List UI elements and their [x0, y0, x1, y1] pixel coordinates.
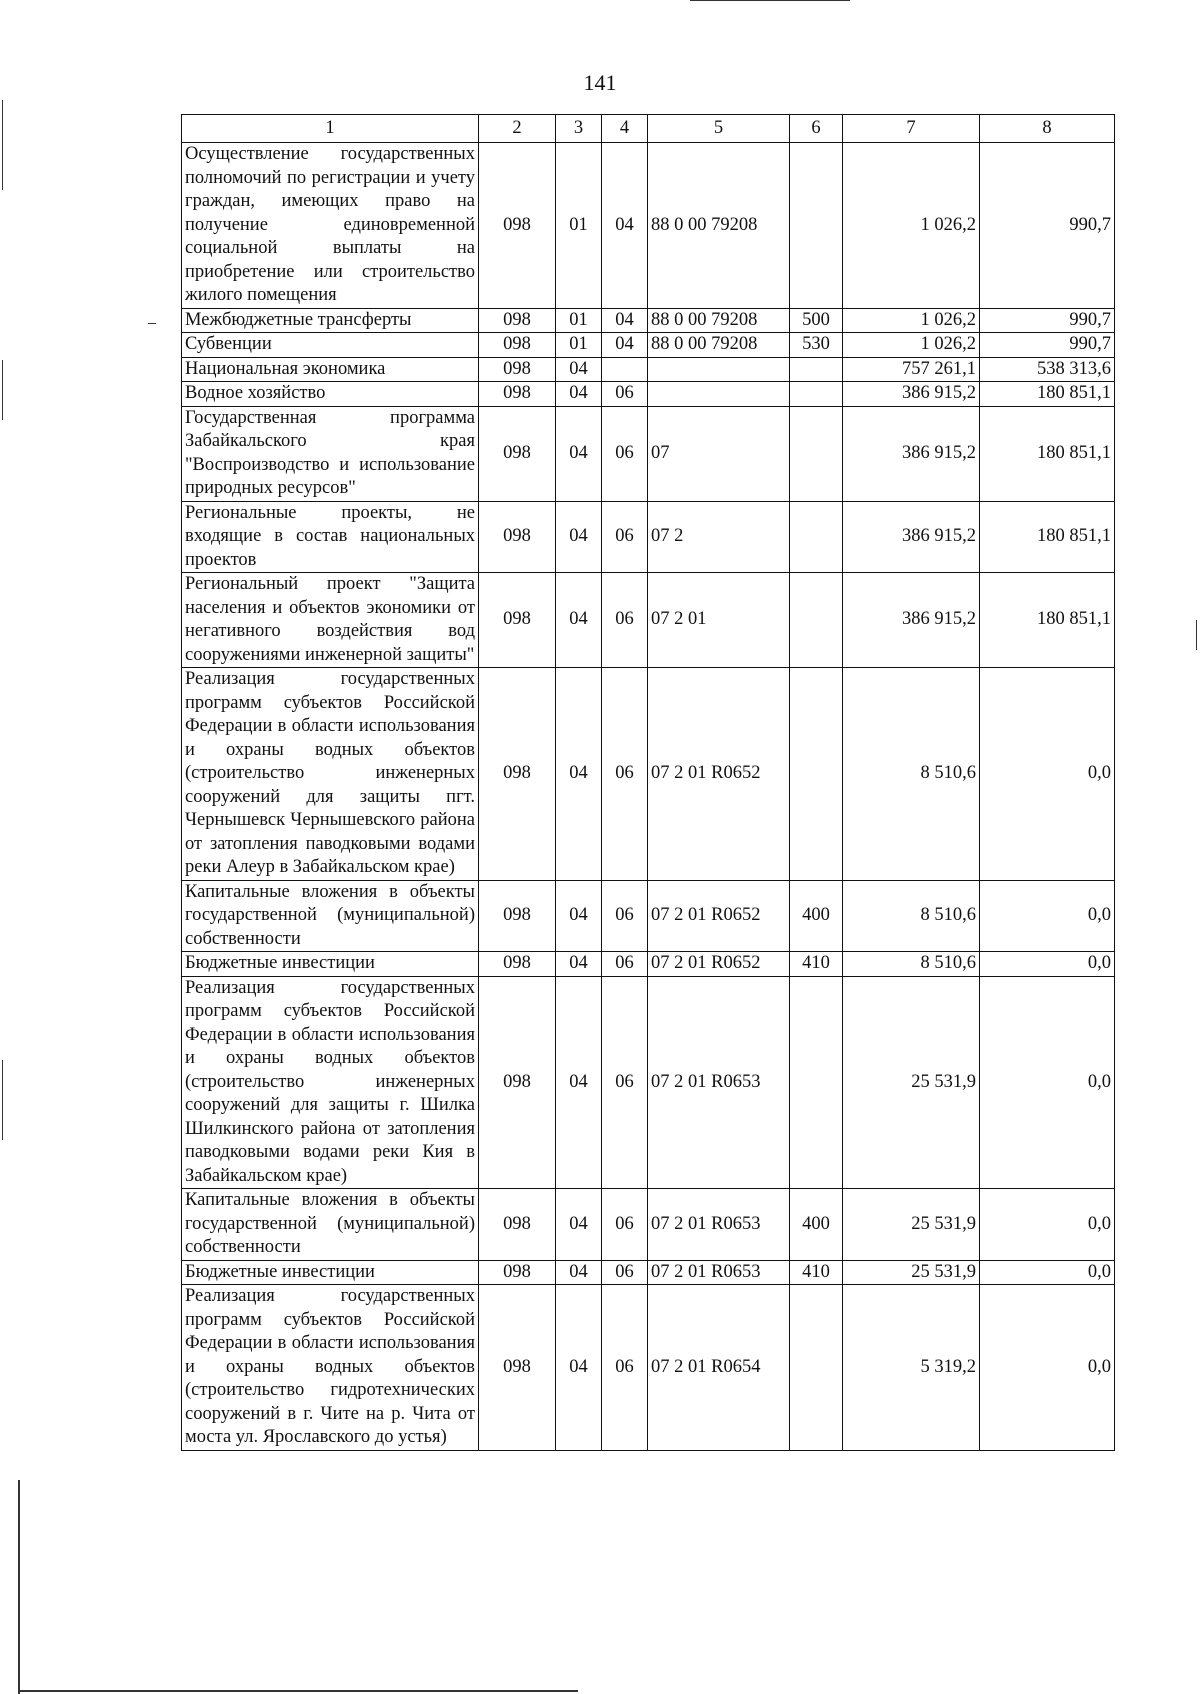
subsection-code: 04 — [602, 308, 648, 333]
column-header-3: 3 — [556, 115, 602, 143]
amount-year-1: 386 915,2 — [843, 501, 980, 573]
subsection-code — [602, 357, 648, 382]
subsection-code: 06 — [602, 501, 648, 573]
expense-type-code — [790, 406, 843, 501]
row-name: Государственная программа Забайкальского края "Воспроизводство и использование природных ресурсов" — [182, 406, 479, 501]
expense-type-code: 500 — [790, 308, 843, 333]
expense-type-code — [790, 573, 843, 668]
expense-type-code: 410 — [790, 1260, 843, 1285]
expense-type-code — [790, 1285, 843, 1451]
admin-code: 098 — [479, 668, 556, 881]
subsection-code: 06 — [602, 573, 648, 668]
admin-code: 098 — [479, 952, 556, 977]
column-header-4: 4 — [602, 115, 648, 143]
subsection-code: 06 — [602, 668, 648, 881]
amount-year-2: 0,0 — [980, 1189, 1115, 1261]
section-code: 04 — [556, 406, 602, 501]
scan-border-left — [18, 1480, 20, 1694]
expense-type-code: 410 — [790, 952, 843, 977]
column-header-7: 7 — [843, 115, 980, 143]
admin-code: 098 — [479, 1189, 556, 1261]
row-name: Реализация государственных программ субъектов Российской Федерации в области использования и охраны водных объектов (строительство гидротехнических сооружений в г. Чите на р. Чита от моста ул. Ярославского до устья) — [182, 1285, 479, 1451]
amount-year-1: 1 026,2 — [843, 333, 980, 358]
target-article-code: 07 2 01 — [648, 573, 790, 668]
amount-year-2: 538 313,6 — [980, 357, 1115, 382]
subsection-code: 06 — [602, 382, 648, 407]
section-code: 04 — [556, 880, 602, 952]
section-code: 01 — [556, 143, 602, 309]
scan-mark-top — [690, 0, 850, 1]
row-name: Реализация государственных программ субъектов Российской Федерации в области использования и охраны водных объектов (строительство инженерных сооружений для защиты пгт. Чернышевск Чернышевского района от затопления паводковыми водами реки Алеур в Забайкальском крае) — [182, 668, 479, 881]
amount-year-1: 386 915,2 — [843, 406, 980, 501]
target-article-code — [648, 357, 790, 382]
target-article-code: 88 0 00 79208 — [648, 143, 790, 309]
target-article-code: 07 2 01 R0653 — [648, 1260, 790, 1285]
table-row — [182, 382, 1115, 407]
admin-code: 098 — [479, 573, 556, 668]
target-article-code: 07 2 01 R0653 — [648, 976, 790, 1189]
amount-year-2: 0,0 — [980, 1285, 1115, 1451]
amount-year-2: 990,7 — [980, 308, 1115, 333]
expense-type-code: 400 — [790, 1189, 843, 1261]
amount-year-1: 25 531,9 — [843, 1260, 980, 1285]
target-article-code: 07 — [648, 406, 790, 501]
row-name: Межбюджетные трансферты — [182, 308, 479, 333]
subsection-code: 06 — [602, 1260, 648, 1285]
table-row — [182, 976, 1115, 1189]
subsection-code: 06 — [602, 952, 648, 977]
scan-mark-right — [1196, 620, 1197, 650]
row-name: Бюджетные инвестиции — [182, 952, 479, 977]
target-article-code: 07 2 01 R0653 — [648, 1189, 790, 1261]
admin-code: 098 — [479, 357, 556, 382]
amount-year-2: 180 851,1 — [980, 501, 1115, 573]
target-article-code: 07 2 01 R0652 — [648, 952, 790, 977]
amount-year-1: 25 531,9 — [843, 1189, 980, 1261]
target-article-code: 07 2 — [648, 501, 790, 573]
amount-year-1: 5 319,2 — [843, 1285, 980, 1451]
table-row — [182, 573, 1115, 668]
amount-year-1: 757 261,1 — [843, 357, 980, 382]
target-article-code — [648, 382, 790, 407]
section-code: 04 — [556, 1260, 602, 1285]
row-name: Субвенции — [182, 333, 479, 358]
table-row — [182, 1260, 1115, 1285]
expense-type-code — [790, 143, 843, 309]
column-header-6: 6 — [790, 115, 843, 143]
amount-year-2: 180 851,1 — [980, 382, 1115, 407]
section-code: 04 — [556, 976, 602, 1189]
row-name: Национальная экономика — [182, 357, 479, 382]
section-code: 04 — [556, 1189, 602, 1261]
section-code: 04 — [556, 382, 602, 407]
column-header-8: 8 — [980, 115, 1115, 143]
section-code: 04 — [556, 501, 602, 573]
table-row — [182, 406, 1115, 501]
row-name: Капитальные вложения в объекты государственной (муниципальной) собственности — [182, 1189, 479, 1261]
expense-type-code — [790, 976, 843, 1189]
table-row — [182, 880, 1115, 952]
budget-table — [181, 114, 1115, 1451]
admin-code: 098 — [479, 1285, 556, 1451]
table-row — [182, 357, 1115, 382]
amount-year-1: 8 510,6 — [843, 668, 980, 881]
amount-year-2: 990,7 — [980, 143, 1115, 309]
column-number-row — [182, 115, 1115, 143]
section-code: 04 — [556, 573, 602, 668]
row-name: Осуществление государственных полномочий по регистрации и учету граждан, имеющих право на получение единовременной социальной выплаты на приобретение или строительство жилого помещения — [182, 143, 479, 309]
subsection-code: 06 — [602, 1189, 648, 1261]
page-number: 141 — [583, 70, 617, 95]
row-name: Капитальные вложения в объекты государственной (муниципальной) собственности — [182, 880, 479, 952]
amount-year-1: 8 510,6 — [843, 880, 980, 952]
amount-year-2: 990,7 — [980, 333, 1115, 358]
amount-year-2: 0,0 — [980, 1260, 1115, 1285]
amount-year-1: 386 915,2 — [843, 573, 980, 668]
amount-year-1: 1 026,2 — [843, 308, 980, 333]
target-article-code: 07 2 01 R0652 — [648, 880, 790, 952]
subsection-code: 06 — [602, 976, 648, 1189]
section-code: 01 — [556, 333, 602, 358]
amount-year-2: 0,0 — [980, 668, 1115, 881]
row-name: Водное хозяйство — [182, 382, 479, 407]
admin-code: 098 — [479, 1260, 556, 1285]
section-code: 04 — [556, 1285, 602, 1451]
amount-year-1: 1 026,2 — [843, 143, 980, 309]
section-code: 04 — [556, 952, 602, 977]
scan-mark-left-low — [2, 1060, 3, 1140]
table-row — [182, 501, 1115, 573]
admin-code: 098 — [479, 406, 556, 501]
row-name: Реализация государственных программ субъектов Российской Федерации в области использования и охраны водных объектов (строительство инженерных сооружений для защиты г. Шилка Шилкинского района от затопления паводковыми водами реки Кия в Забайкальском крае) — [182, 976, 479, 1189]
row-name: Бюджетные инвестиции — [182, 1260, 479, 1285]
scan-mark-left-top — [2, 100, 3, 190]
expense-type-code: 530 — [790, 333, 843, 358]
table-row — [182, 668, 1115, 881]
subsection-code: 06 — [602, 1285, 648, 1451]
table-row — [182, 143, 1115, 309]
expense-type-code — [790, 668, 843, 881]
admin-code: 098 — [479, 143, 556, 309]
admin-code: 098 — [479, 976, 556, 1189]
scan-dash — [148, 323, 156, 324]
admin-code: 098 — [479, 880, 556, 952]
amount-year-1: 8 510,6 — [843, 952, 980, 977]
section-code: 04 — [556, 357, 602, 382]
table-row — [182, 1189, 1115, 1261]
scan-border-bottom — [18, 1690, 578, 1692]
column-header-5: 5 — [648, 115, 790, 143]
amount-year-2: 0,0 — [980, 952, 1115, 977]
amount-year-1: 386 915,2 — [843, 382, 980, 407]
admin-code: 098 — [479, 501, 556, 573]
target-article-code: 88 0 00 79208 — [648, 308, 790, 333]
amount-year-2: 180 851,1 — [980, 573, 1115, 668]
admin-code: 098 — [479, 333, 556, 358]
row-name: Региональный проект "Защита населения и объектов экономики от негативного воздействия вод сооружениями инженерной защиты" — [182, 573, 479, 668]
subsection-code: 04 — [602, 143, 648, 309]
expense-type-code — [790, 501, 843, 573]
subsection-code: 06 — [602, 880, 648, 952]
column-header-2: 2 — [479, 115, 556, 143]
amount-year-1: 25 531,9 — [843, 976, 980, 1189]
table-row — [182, 1285, 1115, 1451]
amount-year-2: 0,0 — [980, 880, 1115, 952]
section-code: 01 — [556, 308, 602, 333]
table-row — [182, 333, 1115, 358]
subsection-code: 06 — [602, 406, 648, 501]
expense-type-code — [790, 382, 843, 407]
column-header-1: 1 — [182, 115, 479, 143]
admin-code: 098 — [479, 382, 556, 407]
subsection-code: 04 — [602, 333, 648, 358]
target-article-code: 07 2 01 R0654 — [648, 1285, 790, 1451]
target-article-code: 88 0 00 79208 — [648, 333, 790, 358]
scan-mark-left-mid — [2, 360, 3, 420]
admin-code: 098 — [479, 308, 556, 333]
section-code: 04 — [556, 668, 602, 881]
row-name: Региональные проекты, не входящие в состав национальных проектов — [182, 501, 479, 573]
amount-year-2: 180 851,1 — [980, 406, 1115, 501]
expense-type-code — [790, 357, 843, 382]
target-article-code: 07 2 01 R0652 — [648, 668, 790, 881]
amount-year-2: 0,0 — [980, 976, 1115, 1189]
expense-type-code: 400 — [790, 880, 843, 952]
table-row — [182, 952, 1115, 977]
table-row — [182, 308, 1115, 333]
